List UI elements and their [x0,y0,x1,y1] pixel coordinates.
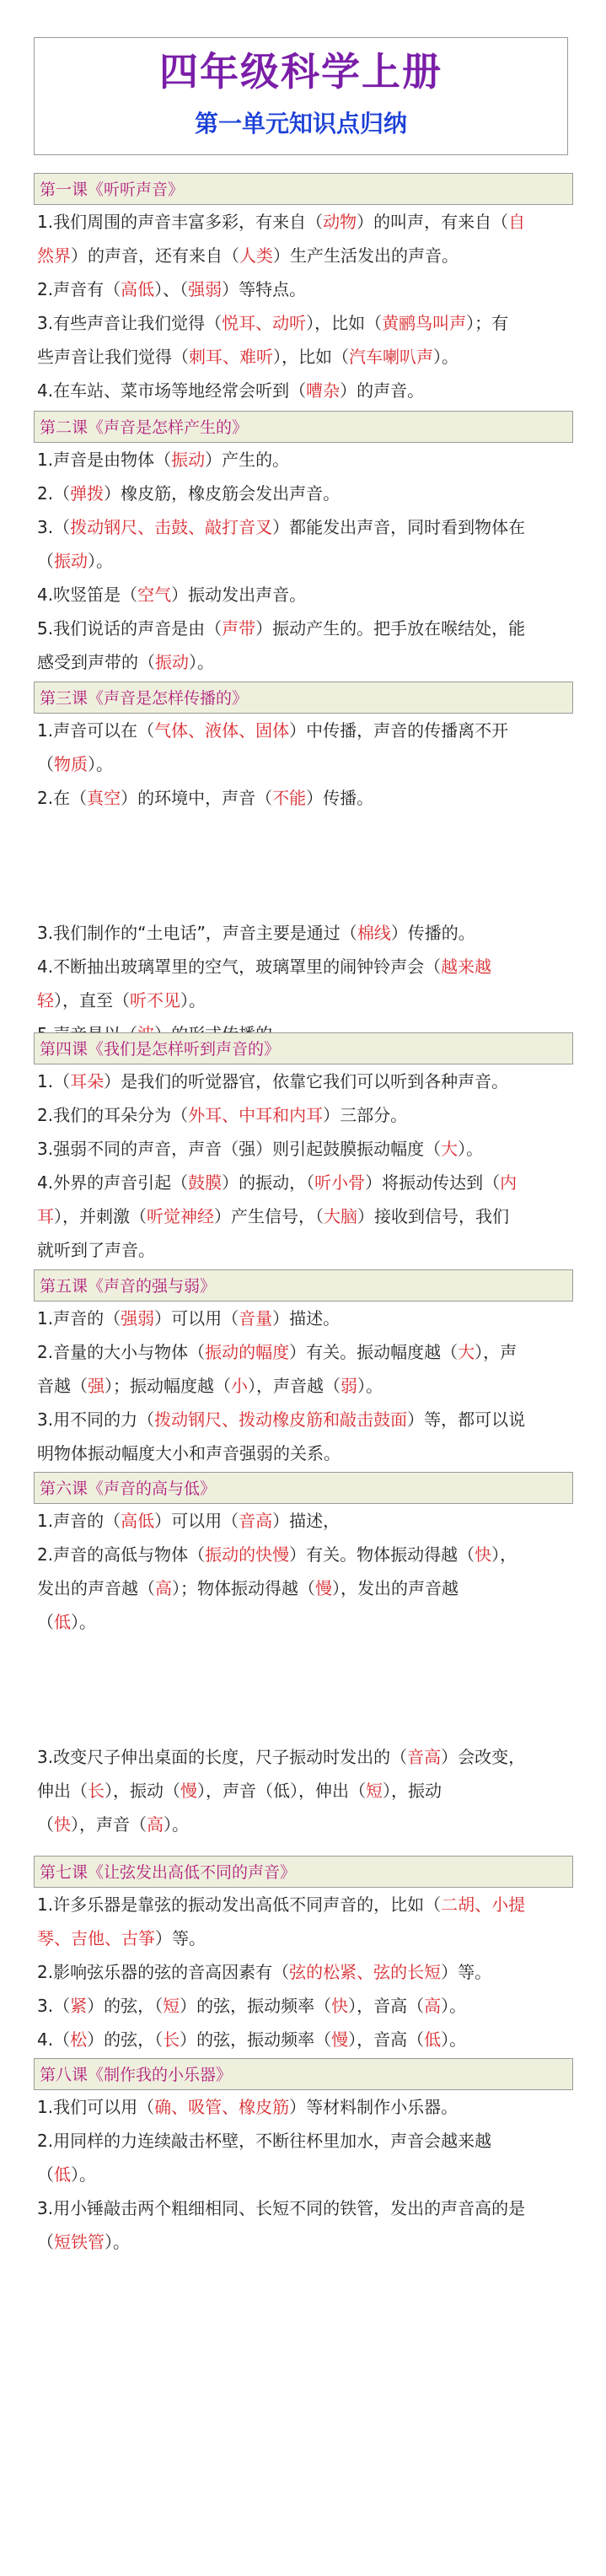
line-text: ）。 [71,1612,96,1632]
line-text: ），声 [475,1342,518,1362]
line-text: （ [37,1814,54,1835]
knowledge-line [34,1808,573,1841]
line-text: ）的弦，振动频率（ [180,1996,332,2016]
line-text: 3.（ [37,517,71,537]
line-text: 3.我们制作的“土电话”，声音主要是通过（ [37,923,357,943]
answer-text: 琴、吉他、古筝 [37,1928,155,1948]
lesson-heading: 第七课《让弦发出高低不同的声音》 [34,1856,573,1888]
line-text: ），直至（ [54,990,130,1010]
lesson-heading: 第四课《我们是怎样听到声音的》 [34,1032,573,1064]
page-subtitle: 第一单元知识点归纳 [194,110,407,137]
knowledge-line [34,714,573,747]
knowledge-line [34,747,573,781]
line-text: ）接收到信号，我们 [357,1206,509,1226]
answer-text: 音高 [407,1747,442,1767]
line-text: ）的叫声，有来自（ [357,212,509,232]
line-text: ），音高（ [348,2029,425,2050]
line-text: ）将振动传达到（ [365,1172,501,1193]
line-text: ），声音（低），伸出（ [197,1781,366,1801]
line-text: ）。 [105,2232,130,2252]
line-text: ）振动产生的。把手放在喉结处，能 [255,618,526,639]
line-text: ）的声音。 [340,380,425,401]
knowledge-line [34,1199,573,1233]
line-text: ），比如（ [306,313,383,333]
knowledge-line [34,1369,573,1403]
line-text: 2.声音的高低与物体（ [37,1544,206,1565]
answer-text: 低 [54,2164,71,2185]
answer-text: 强 [88,1376,105,1396]
knowledge-line [34,2225,573,2259]
knowledge-line [34,205,573,239]
answer-text: 不能 [272,788,307,808]
answer-text: 振动的快慢 [205,1544,290,1565]
line-text: ）的振动，（ [222,1172,315,1193]
lesson-heading: 第八课《制作我的小乐器》 [34,2058,573,2090]
knowledge-line [34,1538,573,1571]
answer-text: 气体、液体、固体 [154,720,290,741]
line-text: ）；振动幅度越（ [105,1376,231,1396]
answer-text: 振动 [171,450,206,470]
line-text: ）。 [88,551,113,571]
line-text: ）。 [164,1814,189,1835]
answer-text: 拨动钢尺、击鼓、敲打音叉 [70,517,273,537]
answer-text: 刺耳、难听 [189,347,273,367]
line-text: ），振动（ [105,1781,180,1801]
answer-text: 外耳、中耳和内耳 [188,1105,324,1125]
line-text: ）中传播，声音的传播离不开 [289,720,509,741]
line-text: ）产生信号，（ [214,1206,324,1226]
answer-text: 高 [147,1814,164,1835]
line-text: ）， [491,1544,518,1565]
knowledge-line [34,1706,573,1740]
answer-text: 低 [54,1612,71,1632]
knowledge-line [34,306,573,340]
line-text: 2.影响弦乐器的弦的音高因素有（ [37,1962,290,1982]
answer-text: 人类 [239,245,273,266]
answer-text: 弦的松紧、弦的长短 [289,1962,442,1982]
knowledge-line [34,1166,573,1199]
knowledge-line [34,1132,573,1166]
knowledge-line [34,645,573,679]
answer-text: 耳 [37,1206,54,1226]
answer-text: 长 [88,1781,105,1801]
line-text: ）的声音，还有来自（ [71,245,239,266]
knowledge-line [34,1403,573,1436]
line-text: ）的弦，（ [87,2029,164,2050]
answer-text: 悦耳、动听 [222,313,307,333]
line-text: （ [37,754,54,774]
title-box [34,37,568,155]
line-text: 4.吹竖笛是（ [37,585,138,605]
knowledge-line [34,2191,573,2225]
line-text: ）等特点。 [222,279,307,299]
line-text: ）。 [441,1996,467,2016]
answer-text: 高 [424,1996,442,2016]
answer-text: 快 [54,1814,71,1835]
answer-text: 大 [441,1139,459,1159]
answer-text: 慢 [180,1781,197,1801]
answer-text: 紧 [70,1996,88,2016]
line-text: ）。 [88,754,113,774]
knowledge-line [34,340,573,374]
answer-text: 嘈杂 [306,380,341,401]
answer-text: 汽车喇叭声 [349,347,433,367]
lesson-section [34,173,573,407]
line-text: （ [37,2232,54,2252]
knowledge-line [34,1301,573,1335]
knowledge-line [34,2090,573,2124]
knowledge-line [34,1335,573,1369]
lesson-section [34,2058,573,2259]
line-text: ）橡皮筋，橡皮筋会发出声音。 [104,483,341,504]
answer-text: 空气 [137,585,172,605]
lesson-section [34,682,573,1051]
line-text: ），发出的声音越 [332,1578,459,1598]
knowledge-line [34,612,573,645]
knowledge-line [34,950,573,984]
line-text: 明物体振动幅度大小和声音强弱的关系。 [37,1443,341,1463]
knowledge-line [34,544,573,578]
line-text: 就听到了声音。 [37,1240,155,1260]
answer-text: 然界 [37,245,71,266]
line-text: ）。 [180,990,206,1010]
line-text: ）描述， [272,1511,341,1531]
answer-text: 低 [424,2029,442,2050]
knowledge-line [34,1098,573,1132]
answer-text: 高低 [121,1511,155,1531]
answer-text: 二胡、小提 [441,1894,526,1915]
line-text: ）可以用（ [154,1308,239,1328]
line-text: 1.声音可以在（ [37,720,155,741]
answer-text: 动物 [323,212,357,232]
answer-text: 拨动钢尺、拨动橡皮筋和敲击鼓面 [154,1409,408,1430]
line-text: ）；有 [466,313,509,333]
line-text: （ [37,551,54,571]
answer-text: 大 [458,1342,475,1362]
answer-text: 振动的幅度 [205,1342,290,1362]
answer-text: 短 [366,1781,383,1801]
answer-text: 鼓膜 [188,1172,223,1193]
line-text: ）都能发出声音，同时看到物体在 [272,517,526,537]
knowledge-line [34,1921,573,1955]
line-text: ）传播。 [306,788,374,808]
line-text: ）。 [357,1376,383,1396]
answer-text: 快 [475,1544,492,1565]
knowledge-line [34,1955,573,1989]
knowledge-line [34,1673,573,1706]
answer-text: 快 [331,1996,349,2016]
line-text: ）等。 [155,1928,206,1948]
knowledge-line [34,984,573,1017]
line-text: 伸出（ [37,1781,88,1801]
line-text: ）传播的。 [390,923,475,943]
line-text: ）生产生活发出的声音。 [273,245,459,266]
answer-text: 松 [70,2029,88,2050]
knowledge-line [34,1064,573,1098]
answer-text: 听觉神经 [147,1206,214,1226]
line-text: 2.我们的耳朵分为（ [37,1105,189,1125]
line-text: 4.（ [37,2029,71,2050]
lesson-section [34,1472,573,1841]
line-text: 3.用不同的力（ [37,1409,155,1430]
line-text: 4.不断抽出玻璃罩里的空气，玻璃罩里的闹钟铃声会（ [37,957,442,977]
line-text: 2.声音有（ [37,279,121,299]
knowledge-line [34,1774,573,1808]
line-text: 2.音量的大小与物体（ [37,1342,206,1362]
line-text: 2.（ [37,483,71,504]
knowledge-line [34,374,573,407]
answer-text: 短 [163,1996,180,2016]
knowledge-line [34,1436,573,1470]
line-text: 1.（ [37,1071,71,1091]
line-text: 发出的声音越（ [37,1578,155,1598]
answer-text: 小 [231,1376,248,1396]
line-text: 3.改变尺子伸出桌面的长度，尺子振动时发出的（ [37,1747,408,1767]
knowledge-line [34,510,573,544]
lesson-section [34,1032,573,1267]
line-text: ），声音越（ [248,1376,341,1396]
knowledge-line [34,916,573,950]
answer-text: 轻 [37,990,54,1010]
answer-text: 振动 [54,551,88,571]
line-text: ）等材料制作小乐器。 [289,2097,459,2117]
page-title: 四年级科学上册 [159,49,442,94]
line-text: 音越（ [37,1376,88,1396]
answer-text: 短铁管 [54,2232,105,2252]
line-text: 1.许多乐器是靠弦的振动发出高低不同声音的，比如（ [37,1894,442,1915]
answer-text: 弹拨 [70,483,105,504]
answer-text: 慢 [331,2029,349,2050]
line-text: ）的环境中，声音（ [121,788,273,808]
answer-text: 音量 [239,1308,273,1328]
line-text: ），声音（ [71,1814,147,1835]
line-text: ），振动 [383,1781,442,1801]
line-text: ）会改变， [441,1747,526,1767]
answer-text: 高低 [121,279,155,299]
line-text: 1.声音是由物体（ [37,450,172,470]
knowledge-line [34,443,573,477]
knowledge-line [34,849,573,882]
knowledge-line [34,1740,573,1774]
knowledge-line [34,882,573,916]
knowledge-line [34,2023,573,2056]
line-text: 1.我们周围的声音丰富多彩，有来自（ [37,212,324,232]
line-text: ）。 [71,2164,96,2185]
line-text: ）的弦，（ [87,1996,164,2016]
line-text: （ [37,2164,54,2185]
line-text: 3.（ [37,1996,71,2016]
knowledge-line [34,1504,573,1538]
line-text: ）可以用（ [154,1511,239,1531]
knowledge-line [34,578,573,612]
answer-text: 弱 [341,1376,357,1396]
line-text: ）等。 [441,1962,492,1982]
answer-text: 越来越 [441,957,492,977]
line-text: ）等，都可以说 [407,1409,526,1430]
knowledge-line [34,1605,573,1639]
answer-text: 听不见 [130,990,180,1010]
lesson-heading: 第三课《声音是怎样传播的》 [34,682,573,714]
lesson-heading: 第二课《声音是怎样产生的》 [34,411,573,443]
line-text: ）是我们的听觉器官，依靠它我们可以听到各种声音。 [104,1071,509,1091]
answer-text: 物质 [54,754,88,774]
line-text: ）。 [433,347,459,367]
line-text: ）。 [441,2029,467,2050]
answer-text: 听小骨 [314,1172,366,1193]
line-text: 些声音让我们觉得（ [37,347,189,367]
line-text: 1.声音的（ [37,1308,121,1328]
lesson-section [34,1269,573,1470]
knowledge-line [34,1888,573,1921]
knowledge-line [34,1639,573,1673]
answer-text: 强弱 [121,1308,155,1328]
line-text: 1.我们可以用（ [37,2097,155,2117]
line-text: 2.在（ [37,788,88,808]
answer-text: 黄鹂鸟叫声 [382,313,467,333]
answer-text: 声带 [222,618,256,639]
line-text: ）振动发出声音。 [171,585,307,605]
line-text: ）；物体振动得越（ [172,1578,315,1598]
line-text: ）的弦，振动频率（ [180,2029,332,2050]
answer-text: 内 [500,1172,518,1193]
knowledge-line [34,239,573,272]
line-text: ），音高（ [348,1996,425,2016]
answer-text: 自 [508,212,526,232]
knowledge-line [34,272,573,306]
line-text: 3.有些声音让我们觉得（ [37,313,223,333]
line-text: ）三部分。 [323,1105,408,1125]
line-text: ）有关。振动幅度越（ [289,1342,459,1362]
knowledge-line [34,781,573,815]
knowledge-line [34,1571,573,1605]
answer-text: 棉线 [357,923,391,943]
line-text: 感受到声带的（ [37,652,155,672]
knowledge-line [34,2124,573,2158]
line-text: ），并刺激（ [54,1206,147,1226]
line-text: ）。 [189,652,214,672]
line-text: 2.用同样的力连续敲击杯壁，不断往杯里加水，声音会越来越 [37,2131,492,2151]
answer-text: 大脑 [324,1206,357,1226]
knowledge-line [34,2158,573,2191]
knowledge-line [34,1233,573,1267]
line-text: 4.在车站、菜市场等地经常会听到（ [37,380,307,401]
lesson-section [34,411,573,679]
line-text: 4.外界的声音引起（ [37,1172,189,1193]
knowledge-line [34,815,573,849]
lesson-heading: 第六课《声音的高与低》 [34,1472,573,1504]
answer-text: 振动 [155,652,189,672]
answer-text: 慢 [315,1578,332,1598]
line-text: 1.声音的（ [37,1511,121,1531]
line-text: ）。 [458,1139,484,1159]
line-text: ）描述。 [272,1308,341,1328]
answer-text: 强弱 [188,279,223,299]
answer-text: 确、吸管、橡皮筋 [154,2097,290,2117]
line-text: 3.用小锤敲击两个粗细相同、长短不同的铁管，发出的声音高的是 [37,2198,526,2218]
answer-text: 真空 [87,788,121,808]
knowledge-line [34,1989,573,2023]
knowledge-line [34,477,573,510]
line-text: ）有关。物体振动得越（ [289,1544,475,1565]
line-text: ）、（ [154,279,189,299]
lesson-section [34,1856,573,2056]
answer-text: 长 [163,2029,180,2050]
line-text: ）产生的。 [205,450,290,470]
answer-text: 耳朵 [70,1071,105,1091]
answer-text: 高 [155,1578,172,1598]
line-text: ），比如（ [273,347,349,367]
line-text: （ [37,1612,54,1632]
line-text: 3.强弱不同的声音，声音（强）则引起鼓膜振动幅度（ [37,1139,442,1159]
lesson-heading: 第一课《听听声音》 [34,173,573,205]
line-text: 5.我们说话的声音是由（ [37,618,223,639]
answer-text: 音高 [239,1511,273,1531]
lesson-heading: 第五课《声音的强与弱》 [34,1269,573,1301]
